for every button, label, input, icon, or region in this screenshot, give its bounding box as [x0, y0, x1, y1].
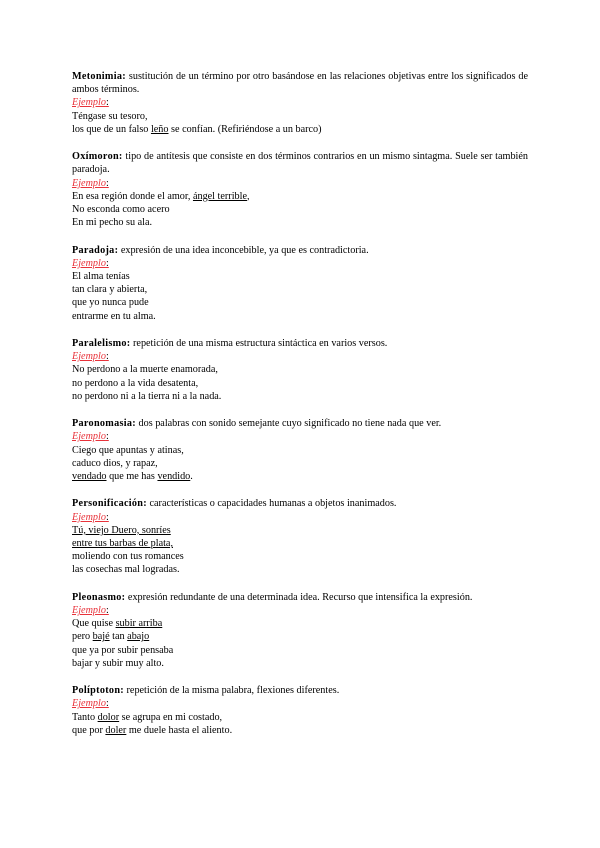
line-text: caduco dios, y rapaz,: [72, 457, 158, 469]
line-text: se agrupa en mi costado,: [119, 711, 223, 723]
example-label: [72, 96, 528, 109]
entry-definition: [72, 497, 528, 510]
example-line: [72, 390, 528, 403]
example-label: [72, 350, 528, 363]
example-word: Ejemplo: [72, 431, 106, 443]
example-line: [72, 310, 528, 323]
example-word: Ejemplo: [72, 698, 106, 710]
definition-text: características o capacidades humanas a objetos inanimados.: [146, 498, 397, 510]
example-line: [72, 110, 528, 123]
line-text: En esa región donde el amor,: [72, 190, 193, 202]
highlighted-word: dolor: [97, 711, 120, 723]
highlighted-word: abajo: [127, 631, 150, 643]
entry-definition: [72, 591, 528, 604]
highlighted-word: Tú, viejo Duero, sonríes: [72, 524, 171, 536]
example-line: [72, 550, 528, 563]
example-colon: :: [105, 698, 109, 710]
entry-term: Paralelismo:: [72, 338, 131, 350]
entry-term: Políptoton:: [72, 685, 124, 697]
figure-entry: [72, 417, 528, 483]
line-text: entrarme en tu alma.: [72, 310, 156, 322]
definition-text: expresión redundante de una determinada idea. Recurso que intensifica la expresión.: [125, 591, 473, 603]
entry-term: Metonimia:: [72, 71, 126, 82]
example-word: Ejemplo: [72, 257, 106, 269]
entry-term: Paradoja:: [72, 244, 119, 256]
line-text: me duele hasta el aliento.: [126, 724, 233, 736]
figure-entry: [72, 244, 528, 323]
example-line: [72, 524, 528, 537]
highlighted-word: bajé: [92, 631, 110, 643]
example-label: [72, 697, 528, 710]
example-word: Ejemplo: [72, 605, 106, 617]
example-word: Ejemplo: [72, 351, 106, 363]
highlighted-word: vendado: [72, 471, 107, 483]
example-colon: :: [105, 97, 109, 109]
figure-entry: [72, 337, 528, 403]
line-text: Que quise: [72, 618, 116, 630]
example-line: [72, 724, 528, 737]
example-colon: :: [105, 511, 109, 523]
entry-definition: [72, 684, 528, 697]
example-line: [72, 363, 528, 376]
line-text: En mi pecho su ala.: [72, 217, 153, 229]
example-line: [72, 563, 528, 576]
line-text: los que de un falso: [72, 123, 151, 135]
line-text: tan clara y abierta,: [72, 284, 148, 296]
highlighted-word: leño: [150, 123, 169, 135]
entry-definition: [72, 417, 528, 430]
line-text: no perdono a la vida desatenta,: [72, 377, 199, 389]
entry-definition: [72, 244, 528, 257]
line-text: ,: [246, 190, 250, 202]
entry-definition: [72, 70, 528, 96]
example-colon: :: [105, 351, 109, 363]
document-page: [72, 70, 528, 751]
highlighted-word: vendido: [157, 471, 191, 483]
example-line: [72, 123, 528, 136]
definition-text: expresión de una idea inconcebible, ya que es contradictoria.: [118, 244, 369, 256]
line-text: que yo nunca pude: [72, 297, 149, 309]
example-line: [72, 470, 528, 483]
entry-term: Pleonasmo:: [72, 591, 126, 603]
line-text: Tanto: [72, 711, 98, 723]
example-label: [72, 511, 528, 524]
example-line: [72, 711, 528, 724]
example-line: [72, 296, 528, 309]
line-text: se confían. (Refiriéndose a un barco): [168, 123, 322, 135]
example-line: [72, 203, 528, 216]
example-colon: :: [105, 605, 109, 617]
example-line: [72, 644, 528, 657]
line-text: que me has: [106, 471, 158, 483]
definition-text: dos palabras con sonido semejante cuyo significado no tiene nada que ver.: [135, 418, 442, 430]
example-label: [72, 257, 528, 270]
figure-entry: [72, 497, 528, 576]
line-text: No perdono a la muerte enamorada,: [72, 364, 218, 376]
example-line: [72, 617, 528, 630]
figure-entry: [72, 684, 528, 737]
line-text: bajar y subir muy alto.: [72, 657, 164, 669]
entry-definition: [72, 337, 528, 350]
entry-term: Personificación:: [72, 498, 147, 510]
highlighted-word: doler: [105, 724, 127, 736]
example-line: [72, 657, 528, 670]
example-word: Ejemplo: [72, 511, 106, 523]
example-line: [72, 537, 528, 550]
entry-term: Paronomasia:: [72, 418, 136, 430]
highlighted-word: ángel terrible: [192, 190, 247, 202]
entry-definition: [72, 150, 528, 176]
example-colon: :: [105, 177, 109, 189]
line-text: que por: [72, 724, 106, 736]
line-text: Téngase su tesoro,: [72, 110, 148, 122]
line-text: no perdono ni a la tierra ni a la nada.: [72, 390, 222, 402]
line-text: pero: [72, 631, 93, 643]
highlighted-word: subir arriba: [115, 618, 163, 630]
example-word: Ejemplo: [72, 97, 106, 109]
line-text: .: [190, 471, 193, 483]
example-colon: :: [105, 257, 109, 269]
line-text: No esconda como acero: [72, 204, 170, 216]
example-line: [72, 377, 528, 390]
highlighted-word: entre tus barbas de plata,: [72, 538, 173, 550]
line-text: que ya por subir pensaba: [72, 644, 174, 656]
definition-text: sustitución de un término por otro basándose en las relaciones objetivas entre los significados de ambos términos.: [72, 71, 528, 96]
example-label: [72, 177, 528, 190]
example-line: [72, 630, 528, 643]
figure-entry: [72, 70, 528, 136]
definition-text: repetición de una misma estructura sintáctica en varios versos.: [130, 338, 388, 350]
line-text: tan: [109, 631, 128, 643]
figure-entry: [72, 591, 528, 670]
example-line: [72, 283, 528, 296]
line-text: las cosechas mal logradas.: [72, 564, 180, 576]
line-text: Ciego que apuntas y atinas,: [72, 444, 184, 456]
line-text: El alma tenías: [72, 271, 130, 283]
definition-text: tipo de antítesis que consiste en dos términos contrarios en un mismo sintagma. Suele ser también paradoja.: [72, 151, 528, 176]
figure-entry: [72, 150, 528, 229]
example-colon: :: [105, 431, 109, 443]
example-line: [72, 444, 528, 457]
example-line: [72, 457, 528, 470]
example-label: [72, 430, 528, 443]
example-line: [72, 270, 528, 283]
entry-term: Oxímoron:: [72, 151, 123, 163]
example-word: Ejemplo: [72, 177, 106, 189]
line-text: moliendo con tus romances: [72, 551, 184, 563]
definition-text: repetición de la misma palabra, flexiones diferentes.: [123, 685, 340, 697]
example-line: [72, 190, 528, 203]
example-label: [72, 604, 528, 617]
example-line: [72, 216, 528, 229]
